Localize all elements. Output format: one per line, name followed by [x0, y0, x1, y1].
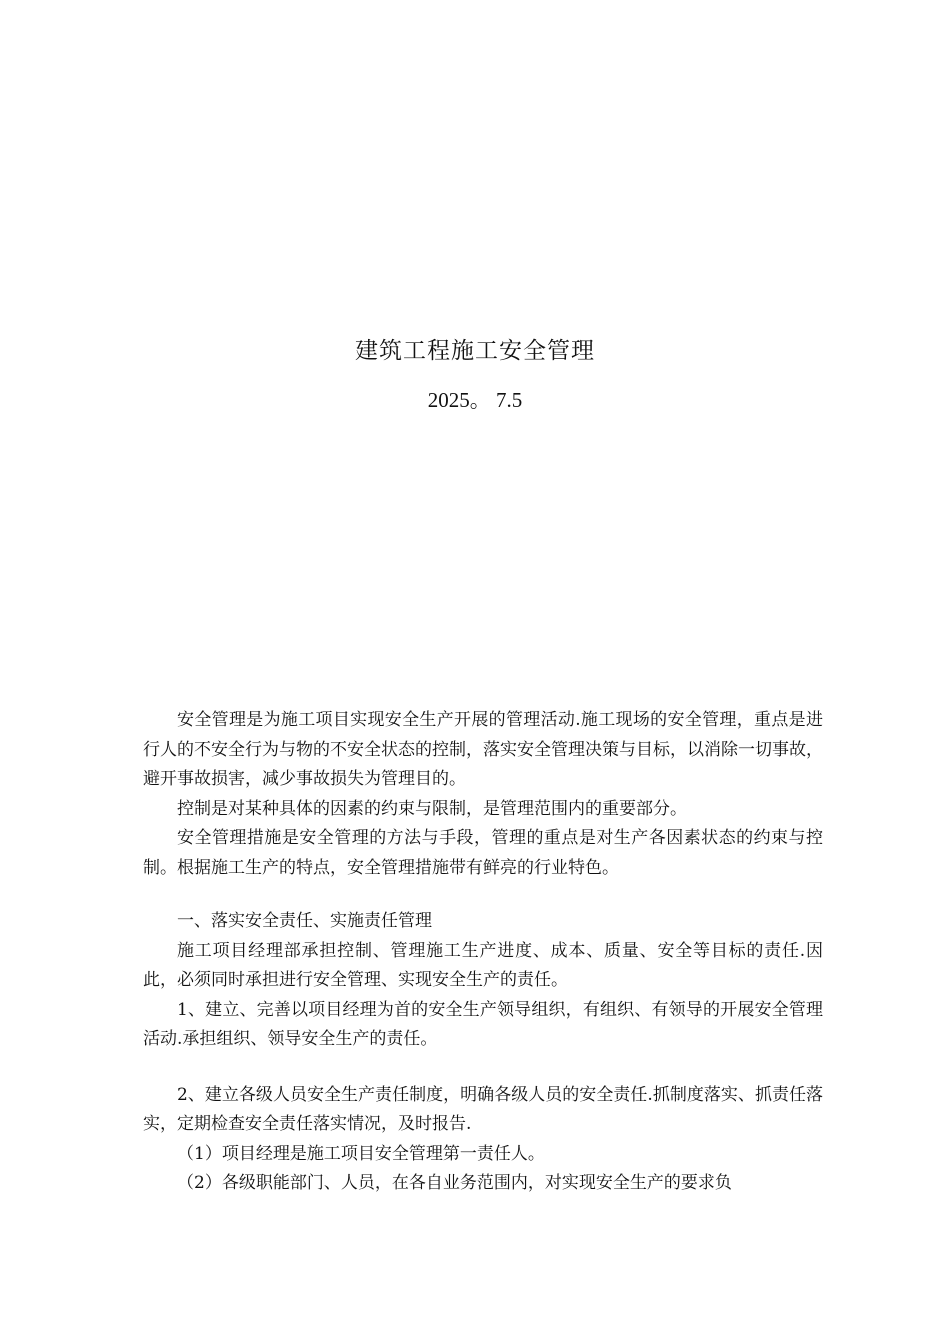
paragraph-control: 控制是对某种具体的因素的约束与限制，是管理范围内的重要部分。 — [177, 798, 687, 819]
paragraph-item-2: 2、建立各级人员安全生产责任制度，明确各级人员的安全责任.抓制度落实、抓责任落实，定期检查安全责任落实情况，及时报告. — [143, 1084, 823, 1134]
paragraph-subitem-2: （2）各级职能部门、人员，在各自业务范围内，对实现安全生产的要求负 — [177, 1173, 732, 1193]
paragraph-subitem-1: （1）项目经理是施工项目安全管理第一责任人。 — [177, 1143, 545, 1164]
paragraph-measures: 安全管理措施是安全管理的方法与手段，管理的重点是对生产各因素状态的约束与控制。根据施工生产的特点，安全管理措施带有鲜亮的行业特色。 — [143, 828, 823, 878]
document-date: 2025。 7.5 — [427, 388, 523, 412]
document-body — [143, 706, 823, 1199]
document-title: 建筑工程施工安全管理 — [355, 338, 595, 364]
paragraph-intro: 安全管理是为施工项目实现安全生产开展的管理活动.施工现场的安全管理，重点是进行人的不安全行为与物的不安全状态的控制，落实安全管理决策与目标，以消除一切事故，避开事故损害，减少事故损失为管理目的。 — [143, 710, 823, 789]
section-heading-1: 一、落实安全责任、实施责任管理 — [177, 911, 432, 931]
paragraph-item-1: 1、建立、完善以项目经理为首的安全生产领导组织，有组织、有领导的开展安全管理活动.承担组织、领导安全生产的责任。 — [143, 999, 823, 1049]
paragraph-responsibility: 施工项目经理部承担控制、管理施工生产进度、成本、质量、安全等目标的责任.因此，必须同时承担进行安全管理、实现安全生产的责任。 — [143, 940, 823, 990]
